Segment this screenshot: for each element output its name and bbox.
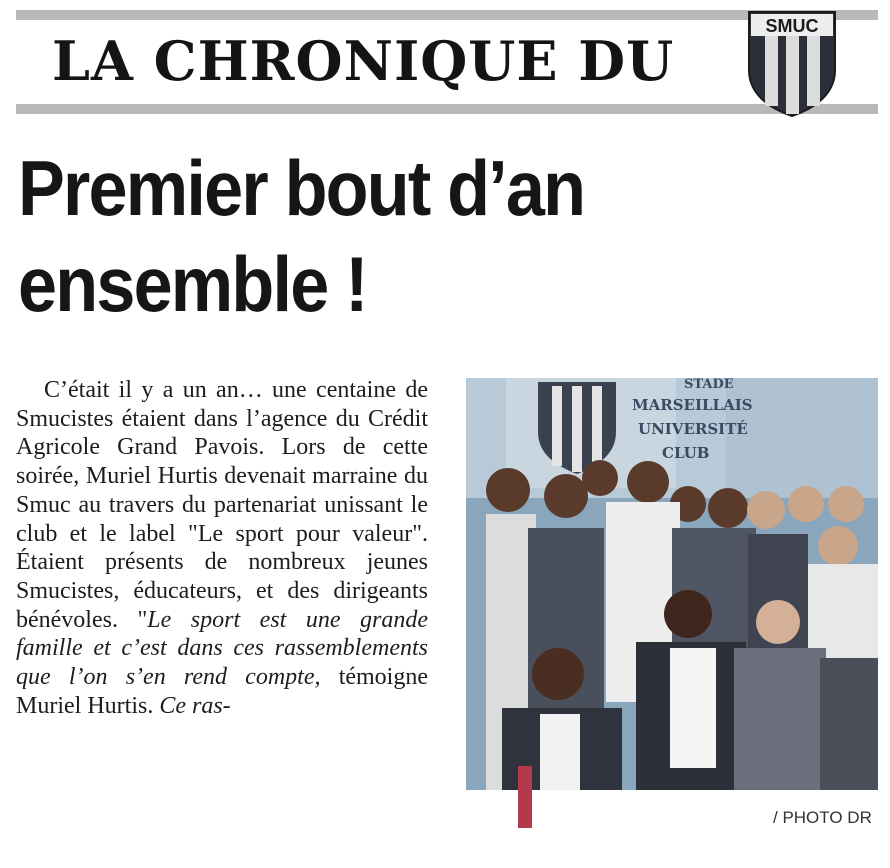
headline-line-1: Premier bout d’an [18,144,585,232]
wall-text-1: STADE [684,378,734,392]
team-photo [466,378,878,790]
article-body [16,376,428,720]
body-intro: C’était il y a un an… une centaine de Smucistes étaient dans l’agence du Crédit Agricole Grand Pavois. Lors de cette soirée, Muriel Hurtis devenait marraine du Smuc au travers du partenariat unissant le club et le label "Le sport pour valeur". Étaient présents de nombreux jeunes Smucistes, éducateurs, et des dirigeants bénévoles. " [16,377,428,633]
body-attribution: témoigne Muriel Hurtis. [16,664,429,719]
wall-text-2: MARSEILLAIS [632,396,753,414]
photo-credit: / PHOTO DR [773,808,872,827]
body-quote: Le sport est une grande famille et c’est dans ces rassemblements que l’on s’en rend compte, [16,606,428,691]
article-headline [18,140,792,332]
crest-label: SMUC [765,16,819,36]
wall-text-3: UNIVERSITÉ [638,420,748,438]
column-banner-title: LA CHRONIQUE DU [52,29,675,93]
smuc-crest-logo [745,6,839,118]
wall-text-4: CLUB [662,444,710,462]
headline-line-2: ensemble ! [18,240,367,328]
body-continuation: Ce ras- [159,692,231,719]
accent-bar [518,766,532,828]
